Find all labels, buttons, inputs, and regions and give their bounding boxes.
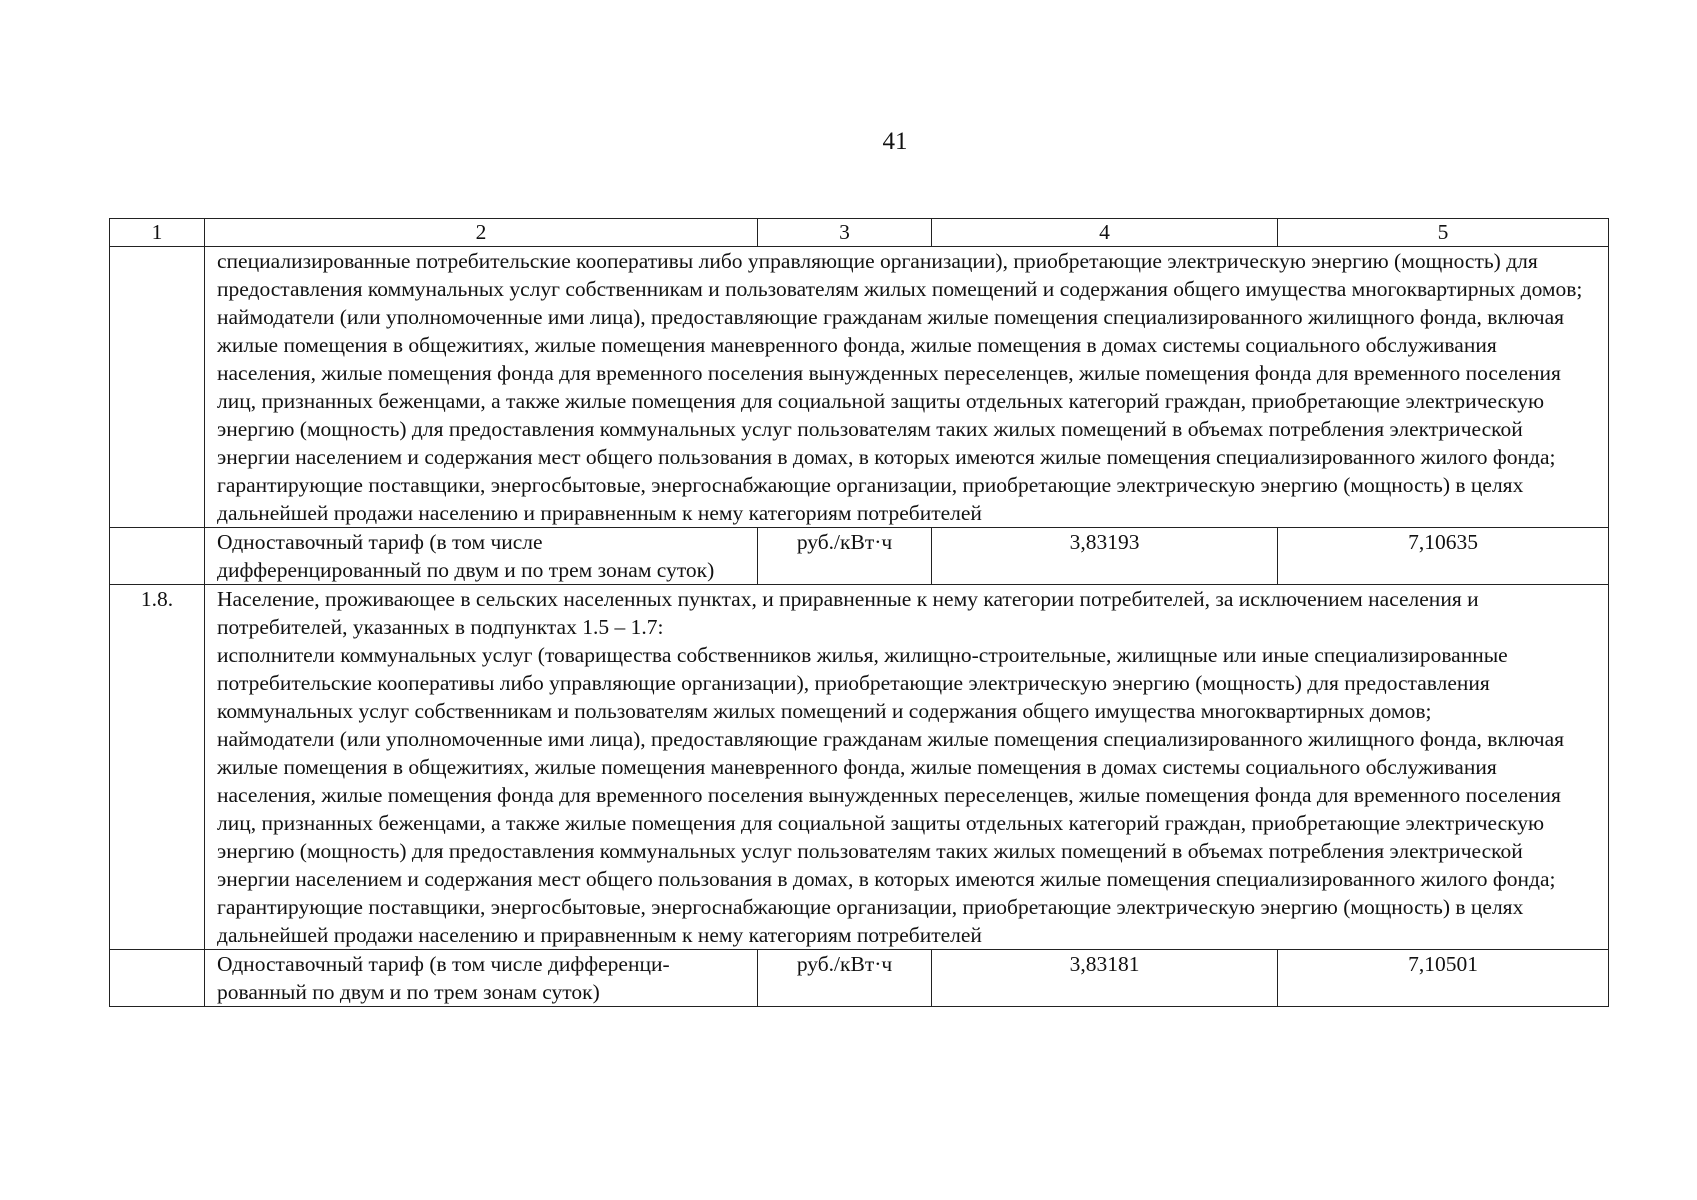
row-number-cell-empty (110, 247, 205, 528)
section-continued-paragraph: наймодатели (или уполномоченные ими лица), предоставляющие гражданам жилые помещения специализированного жилищного фонда, включая жилые помещения в общежитиях, жилые помещения маневренного фонда, жилые помещения в домах системы социального обслуживания населения, жилые помещения фонда для временного поселения вынужденных переселенцев, жилые помещения фонда для временного поселения лиц, признанных беженцами, а также жилые помещения для социальной защиты отдельных категорий граждан, приобретающие электрическую энергию (мощность) для предоставления коммунальных услуг пользователям таких жилых помещений в объемах потребления электрической энергии населением и содержания мест общего пользования в домах, в которых имеются жилые помещения специализированного жилого фонда; гарантирующие поставщики, энергосбытовые, энергоснабжающие организации, приобретающие электрическую энергию (мощность) в целях дальнейшей продажи населению и приравненным к нему категориям потребителей (217, 305, 1565, 525)
tariff-table (109, 218, 1609, 1007)
section-1-8-paragraph: Население, проживающее в сельских населенных пунктах, и приравненные к нему категории потребителей, за исключением населения и потребителей, указанных в подпунктах 1.5 – 1.7: (217, 587, 1479, 639)
table-row-section-continued (110, 247, 1609, 528)
table-row-section-1-8 (110, 585, 1609, 950)
tariff-value-col5: 7,10635 (1278, 528, 1609, 585)
header-cell-5: 5 (1278, 219, 1609, 247)
table-row-tariff-2 (110, 950, 1609, 1007)
tariff-unit: руб./кВт·ч (758, 528, 932, 585)
tariff-value-col4: 3,83193 (932, 528, 1278, 585)
table-row-tariff-1 (110, 528, 1609, 585)
section-1-8-description (205, 585, 1609, 950)
tariff-value-col4: 3,83181 (932, 950, 1278, 1007)
row-number-cell-empty (110, 950, 205, 1007)
page-number: 41 (882, 128, 908, 155)
header-cell-4: 4 (932, 219, 1278, 247)
header-cell-3: 3 (758, 219, 932, 247)
row-number-cell: 1.8. (110, 585, 205, 950)
section-continued-description (205, 247, 1609, 528)
section-1-8-paragraph: гарантирующие поставщики, энергосбытовые, энергоснабжающие организации, приобретающие электрическую энергию (мощность) в целях дальнейшей продажи населению и приравненным к нему категориям потребителей (217, 895, 1524, 947)
tariff-label: Одноставочный тариф (в том числе дифференцированный по двум и по трем зонам суток) (205, 528, 758, 585)
header-cell-1: 1 (110, 219, 205, 247)
tariff-unit: руб./кВт·ч (758, 950, 932, 1007)
table-header-row (110, 219, 1609, 247)
section-1-8-paragraph: исполнители коммунальных услуг (товарищества собственников жилья, жилищно-строительные, жилищные или иные специализированные потребительские кооперативы либо управляющие организации), приобретающие электрическую энергию (мощность) для предоставления коммунальных услуг собственникам и пользователям жилых помещений и содержания общего имущества многоквартирных домов; (217, 643, 1508, 723)
tariff-label: Одноставочный тариф (в том числе дифференци-рованный по двум и по трем зонам суток) (205, 950, 758, 1007)
section-continued-paragraph: специализированные потребительские кооперативы либо управляющие организации), приобретающие электрическую энергию (мощность) для предоставления коммунальных услуг собственникам и пользователям жилых помещений и содержания общего имущества многоквартирных домов; (217, 249, 1583, 301)
header-cell-2: 2 (205, 219, 758, 247)
tariff-value-col5: 7,10501 (1278, 950, 1609, 1007)
row-number-cell-empty (110, 528, 205, 585)
section-1-8-paragraph: наймодатели (или уполномоченные ими лица), предоставляющие гражданам жилые помещения специализированного жилищного фонда, включая жилые помещения в общежитиях, жилые помещения маневренного фонда, жилые помещения в домах системы социального обслуживания населения, жилые помещения фонда для временного поселения вынужденных переселенцев, жилые помещения фонда для временного поселения лиц, признанных беженцами, а также жилые помещения для социальной защиты отдельных категорий граждан, приобретающие электрическую энергию (мощность) для предоставления коммунальных услуг пользователям таких жилых помещений в объемах потребления электрической энергии населением и содержания мест общего пользования в домах, в которых имеются жилые помещения специализированного жилого фонда; (217, 727, 1565, 891)
